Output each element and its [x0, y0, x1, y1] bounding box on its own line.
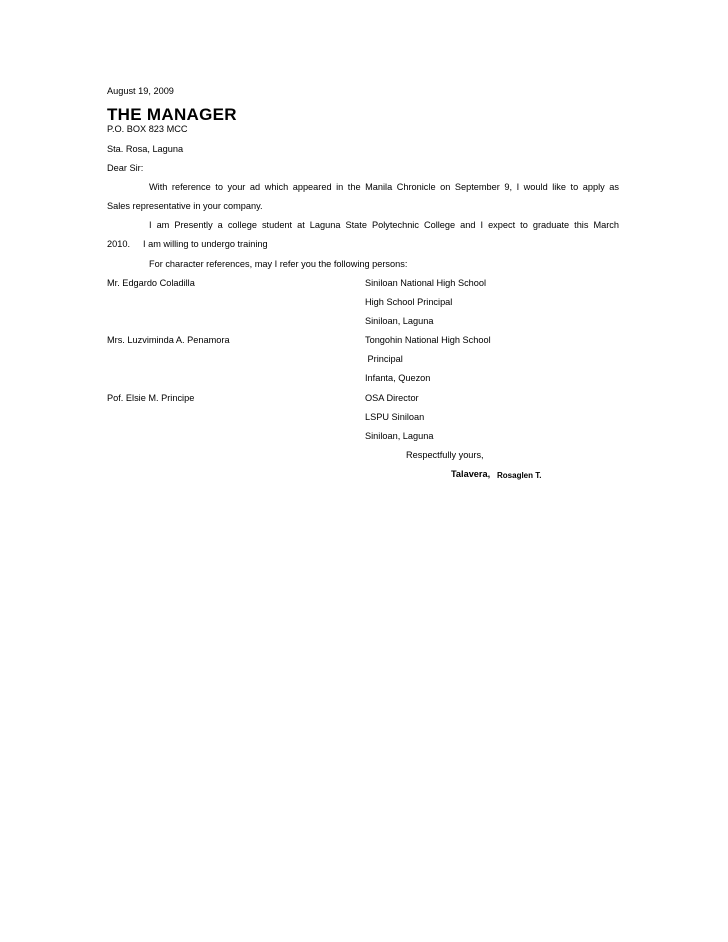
letter-date: August 19, 2009 — [107, 86, 174, 96]
paragraph-2-year: 2010. — [107, 239, 130, 249]
reference-detail: Infanta, Quezon — [365, 373, 431, 383]
reference-detail: LSPU Siniloan — [365, 412, 425, 422]
address-line-1: P.O. BOX 823 MCC — [107, 124, 188, 134]
reference-detail: High School Principal — [365, 297, 453, 307]
reference-detail: Principal — [365, 354, 403, 364]
reference-detail: Siniloan, Laguna — [365, 316, 434, 326]
reference-detail: OSA Director — [365, 393, 419, 403]
paragraph-2-line-2: I am willing to undergo training — [143, 239, 268, 249]
salutation: Dear Sir: — [107, 163, 144, 173]
reference-detail: Siniloan, Laguna — [365, 431, 434, 441]
paragraph-1-line-2: Sales representative in your company. — [107, 201, 263, 211]
reference-name: Mr. Edgardo Coladilla — [107, 278, 195, 288]
reference-name: Mrs. Luzviminda A. Penamora — [107, 335, 230, 345]
closing: Respectfully yours, — [406, 450, 484, 460]
reference-detail: Siniloan National High School — [365, 278, 487, 288]
paragraph-2-line-1: I am Presently a college student at Laguna State Polytechnic College and I expect to graduate this March — [149, 220, 619, 230]
paragraph-1-line-1: With reference to your ad which appeared in the Manila Chronicle on September 9, I would like to apply as — [149, 182, 619, 192]
signature-given-name: Rosaglen T. — [497, 471, 542, 480]
recipient-title: THE MANAGER — [107, 105, 237, 124]
address-line-2: Sta. Rosa, Laguna — [107, 144, 184, 154]
reference-detail: Tongohin National High School — [365, 335, 491, 345]
signature-surname: Talavera, — [451, 469, 491, 479]
paragraph-3: For character references, may I refer you the following persons: — [149, 259, 408, 269]
reference-name: Pof. Elsie M. Principe — [107, 393, 195, 403]
